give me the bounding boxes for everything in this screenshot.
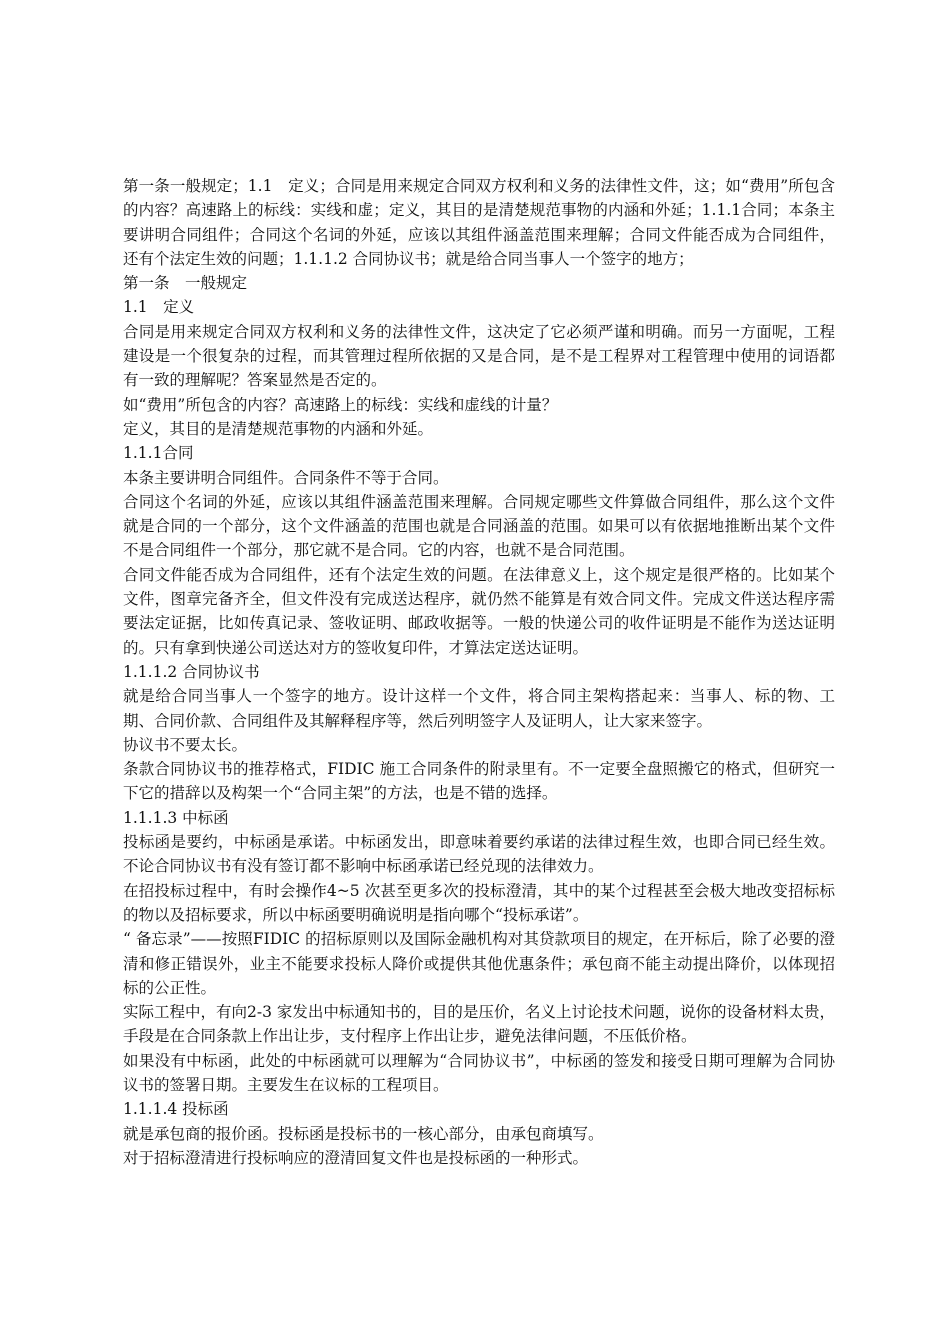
body-paragraph: 对于招标澄清进行投标响应的澄清回复文件也是投标函的一种形式。 xyxy=(123,1148,589,1167)
section-heading-agreement: 1.1.1.2 合同协议书 xyxy=(123,662,260,681)
body-paragraph: 条款合同协议书的推荐格式，FIDIC 施工合同条件的附录里有。不一定要全盘照搬它的格式，但研究一下它的措辞以及构架一个“合同主架”的方法，也是不错的选择。 xyxy=(123,760,835,803)
body-paragraph: 就是给合同当事人一个签字的地方。设计这样一个文件，将合同主架构搭起来：当事人、标的物、工期、合同价款、合同组件及其解释程序等，然后列明签字人及证明人，让大家来签字。 xyxy=(123,687,835,730)
body-paragraph: 实际工程中，有向2-3 家发出中标通知书的，目的是压价，名义上讨论技术问题，说你的设备材料太贵，手段是在合同条款上作出让步，支付程序上作出让步，避免法律问题，不压低价格。 xyxy=(123,1003,835,1046)
body-paragraph: 就是承包商的报价函。投标函是投标书的一核心部分，由承包商填写。 xyxy=(123,1124,604,1143)
body-paragraph: 投标函是要约，中标函是承诺。中标函发出，即意味着要约承诺的法律过程生效，也即合同已经生效。不论合同协议书有没有签订都不影响中标函承诺已经兑现的法律效力。 xyxy=(123,833,835,876)
section-heading-award-letter: 1.1.1.3 中标函 xyxy=(123,808,229,827)
section-heading-definitions: 1.1 定义 xyxy=(123,298,195,317)
section-heading-bid-letter: 1.1.1.4 投标函 xyxy=(123,1100,229,1119)
body-paragraph: 本条主要讲明合同组件。合同条件不等于合同。 xyxy=(123,468,449,487)
body-paragraph: 协议书不要太长。 xyxy=(123,735,248,754)
body-paragraph: 如果没有中标函，此处的中标函就可以理解为“合同协议书”，中标函的签发和接受日期可理解为合同协议书的签署日期。主要发生在议标的工程项目。 xyxy=(123,1051,835,1094)
body-paragraph: 定义，其目的是清楚规范事物的内涵和外延。 xyxy=(123,419,434,438)
body-paragraph: 如“费用”所包含的内容？高速路上的标线：实线和虚线的计量？ xyxy=(123,395,558,414)
body-paragraph: 合同文件能否成为合同组件，还有个法定生效的问题。在法律意义上，这个规定是很严格的。比如某个文件，图章完备齐全，但文件没有完成送达程序，就仍然不能算是有效合同文件。完成文件送达程序需要法定证据，比如传真记录、签收证明、邮政收据等。一般的快递公司的收件证明是不能作为送达证明的。只有拿到快递公司送达对方的签收复印件，才算法定送达证明。 xyxy=(123,565,835,657)
body-paragraph: 合同是用来规定合同双方权利和义务的法律性文件，这决定了它必须严谨和明确。而另一方面呢，工程建设是一个很复杂的过程，而其管理过程所依据的又是合同，是不是工程界对工程管理中使用的词语都有一致的理解呢？答案显然是否定的。 xyxy=(123,322,835,390)
section-heading-contract: 1.1.1合同 xyxy=(123,444,194,463)
body-paragraph: 在招投标过程中，有时会操作4~5 次甚至更多次的投标澄清，其中的某个过程甚至会极大地改变招标标的物以及招标要求，所以中标函要明确说明是指向哪个“投标承诺”。 xyxy=(123,881,835,924)
body-paragraph: 合同这个名词的外延，应该以其组件涵盖范围来理解。合同规定哪些文件算做合同组件，那么这个文件就是合同的一个部分，这个文件涵盖的范围也就是合同涵盖的范围。如果可以有依据地推断出某个文件不是合同组件一个部分，那它就不是合同。它的内容，也就不是合同范围。 xyxy=(123,492,835,560)
document-body xyxy=(123,174,835,1170)
article-heading: 第一条 一般规定 xyxy=(123,274,248,293)
body-paragraph: “ 备忘录”——按照FIDIC 的招标原则以及国际金融机构对其贷款项目的规定，在开标后，除了必要的澄清和修正错误外，业主不能要求投标人降价或提供其他优惠条件；承包商不能主动提出降价，以体现招标的公正性。 xyxy=(123,930,835,997)
summary-paragraph: 第一条一般规定；1.1 定义；合同是用来规定合同双方权利和义务的法律性文件，这；如“费用”所包含的内容？高速路上的标线：实线和虚；定义，其目的是清楚规范事物的内涵和外延；1.1.1合同；本条主要讲明合同组件；合同这个名词的外延，应该以其组件涵盖范围来理解；合同文件能否成为合同组件，还有个法定生效的问题；1.1.1.2 合同协议书；就是给合同当事人一个签字的地方； xyxy=(123,177,835,268)
